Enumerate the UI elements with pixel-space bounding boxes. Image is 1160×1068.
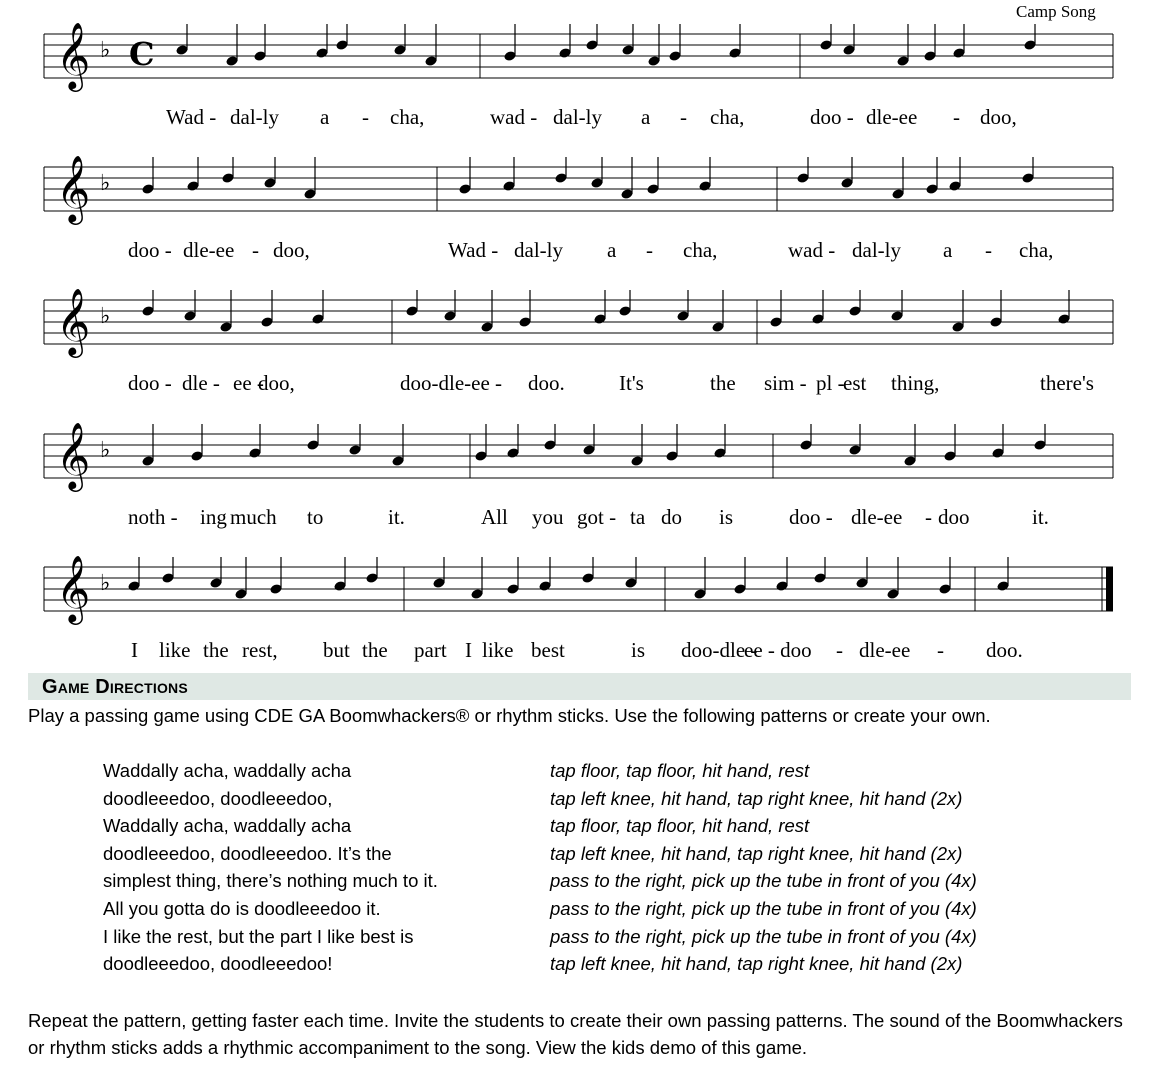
key-signature-flat-icon: ♭	[100, 304, 111, 329]
lyric-syllable: -	[646, 238, 653, 262]
lyric-syllable: doo -	[128, 238, 172, 262]
lyric-syllable: much	[230, 505, 277, 529]
lyric-syllable: doo.	[986, 638, 1023, 662]
lyric-syllable: doo,	[258, 371, 295, 395]
pattern-row	[103, 788, 1103, 816]
lyric-syllable: -	[836, 638, 843, 662]
lyric-syllable: do	[661, 505, 682, 529]
lyric-syllable: you	[532, 505, 564, 529]
lyric-syllable: the	[203, 638, 229, 662]
lyric-syllable: I	[465, 638, 472, 662]
lyric-syllable: dal-ly	[852, 238, 901, 262]
lyric-syllable: doo,	[980, 105, 1017, 129]
common-time-icon: C	[129, 35, 155, 73]
pattern-action: tap floor, tap floor, hit hand, rest	[550, 815, 810, 837]
pattern-row	[103, 815, 1103, 843]
lyric-syllable: Wad -	[448, 238, 499, 262]
lyric-syllable: thing,	[891, 371, 940, 395]
lyric-syllable: the	[710, 371, 736, 395]
lyric-syllable: dal-ly	[514, 238, 563, 262]
lyric-syllable: doo -	[128, 371, 172, 395]
pattern-lyric: doodleeedoo, doodleeedoo,	[103, 787, 333, 809]
pattern-lyric: All you gotta do is doodleeedoo it.	[103, 897, 381, 919]
lyric-syllable: noth -	[128, 505, 178, 529]
pattern-row	[103, 898, 1103, 926]
pattern-action: tap left knee, hit hand, tap right knee, hit hand (2x)	[550, 787, 963, 809]
pattern-lyric: Waddally acha, waddally acha	[103, 815, 352, 837]
lyric-syllable: it.	[388, 505, 405, 529]
lyric-syllable: dal-ly	[230, 105, 279, 129]
lyric-syllable: doo-dle-ee -	[400, 371, 503, 395]
lyric-syllable: It's	[619, 371, 644, 395]
lyric-syllable: ee - doo	[744, 638, 812, 662]
lyric-syllable: -	[925, 505, 932, 529]
song-caption: Camp Song	[1016, 2, 1096, 21]
pattern-action: tap left knee, hit hand, tap right knee, hit hand (2x)	[550, 953, 963, 975]
pattern-row	[103, 953, 1103, 981]
game-directions-title: Game Directions	[42, 676, 188, 698]
lyric-syllable: there's	[1040, 371, 1094, 395]
pattern-lyric: simplest thing, there’s nothing much to it.	[103, 870, 438, 892]
lyric-syllable: Wad -	[166, 105, 217, 129]
key-signature-flat-icon: ♭	[100, 38, 111, 63]
lyric-syllable: wad -	[788, 238, 836, 262]
lyric-syllable: I	[131, 638, 138, 662]
pattern-row	[103, 870, 1103, 898]
lyric-syllable: -	[937, 638, 944, 662]
lyric-syllable: rest,	[242, 638, 278, 662]
lyric-syllable: doo -	[789, 505, 833, 529]
lyric-syllable: dle-ee	[866, 105, 918, 129]
lyric-syllable: doo	[938, 505, 970, 529]
lyric-syllable: it.	[1032, 505, 1049, 529]
pattern-action: pass to the right, pick up the tube in front of you (4x)	[550, 897, 977, 919]
lyric-syllable: but	[323, 638, 350, 662]
lyric-syllable: a	[943, 238, 953, 262]
lyric-syllable: -	[252, 238, 259, 262]
lyric-syllable: a	[641, 105, 651, 129]
treble-clef-icon: 𝄞	[56, 21, 91, 89]
lyric-syllable: doo -	[810, 105, 854, 129]
lyric-syllable: est	[843, 371, 867, 395]
lyric-syllable: dle -	[182, 371, 220, 395]
pattern-lyric: doodleeedoo, doodleeedoo!	[103, 953, 333, 975]
pattern-row	[103, 760, 1103, 788]
pattern-action: pass to the right, pick up the tube in front of you (4x)	[550, 925, 977, 947]
pattern-row	[103, 843, 1103, 871]
lyric-syllable: dle-ee	[851, 505, 903, 529]
lyric-syllable: a	[607, 238, 617, 262]
lyric-syllable: doo.	[528, 371, 565, 395]
lyric-syllable: is	[631, 638, 646, 662]
lyric-syllable: dle-ee	[183, 238, 235, 262]
key-signature-flat-icon: ♭	[100, 571, 111, 596]
pattern-lyric: Waddally acha, waddally acha	[103, 760, 352, 781]
lyric-syllable: pl -	[816, 371, 845, 395]
pattern-action: tap left knee, hit hand, tap right knee, hit hand (2x)	[550, 842, 963, 864]
lyric-syllable: dal-ly	[553, 105, 602, 129]
key-signature-flat-icon: ♭	[100, 171, 111, 196]
pattern-list	[103, 760, 1103, 981]
lyric-syllable: doo-dle -	[681, 638, 758, 662]
pattern-lyric: I like the rest, but the part I like best is	[103, 925, 414, 947]
lyric-syllable: got -	[577, 505, 617, 529]
lyric-syllable: ta	[630, 505, 646, 529]
lyric-syllable: like	[482, 638, 514, 662]
lyric-syllable: dle-ee	[859, 638, 911, 662]
lyric-syllable: is	[719, 505, 734, 529]
lyric-syllable: -	[362, 105, 369, 129]
lyric-syllable: the	[362, 638, 388, 662]
lyric-syllable: cha,	[710, 105, 745, 129]
pattern-action: pass to the right, pick up the tube in front of you (4x)	[550, 870, 977, 892]
lyric-syllable: cha,	[1019, 238, 1054, 262]
lyric-syllable: part	[414, 638, 447, 662]
treble-clef-icon: 𝄞	[56, 554, 91, 622]
pattern-row	[103, 926, 1103, 954]
lyric-syllable: wad -	[490, 105, 538, 129]
final-barline-thick	[1106, 567, 1113, 611]
lyric-syllable: All	[481, 505, 508, 529]
lyric-syllable: doo,	[273, 238, 310, 262]
lyric-syllable: -	[953, 105, 960, 129]
lyric-syllable: like	[159, 638, 191, 662]
game-intro: Play a passing game using CDE GA Boomwhackers® or rhythm sticks. Use the following patterns or create your own.	[28, 705, 991, 726]
lyric-syllable: cha,	[390, 105, 425, 129]
lyric-syllable: to	[307, 505, 324, 529]
lyric-syllable: ee -	[233, 371, 264, 395]
pattern-lyric: doodleeedoo, doodleeedoo. It’s the	[103, 842, 392, 864]
lyric-syllable: sim -	[764, 371, 807, 395]
key-signature-flat-icon: ♭	[100, 438, 111, 463]
closing-paragraph: Repeat the pattern, getting faster each time. Invite the students to create their own passing patterns. The sound of the Boomwhackers or rhythm sticks adds a rhythmic accompaniment to the song. View the kids demo of this game.	[28, 1010, 1123, 1058]
lyric-syllable: -	[680, 105, 687, 129]
lyric-syllable: a	[320, 105, 330, 129]
treble-clef-icon: 𝄞	[56, 154, 91, 222]
pattern-action: tap floor, tap floor, hit hand, rest	[550, 760, 810, 781]
treble-clef-icon: 𝄞	[56, 287, 91, 355]
lyric-syllable: ing	[200, 505, 227, 529]
lyric-syllable: cha,	[683, 238, 718, 262]
treble-clef-icon: 𝄞	[56, 421, 91, 489]
lyric-syllable: -	[985, 238, 992, 262]
lyric-syllable: best	[531, 638, 565, 662]
game-directions-header	[28, 673, 1131, 700]
